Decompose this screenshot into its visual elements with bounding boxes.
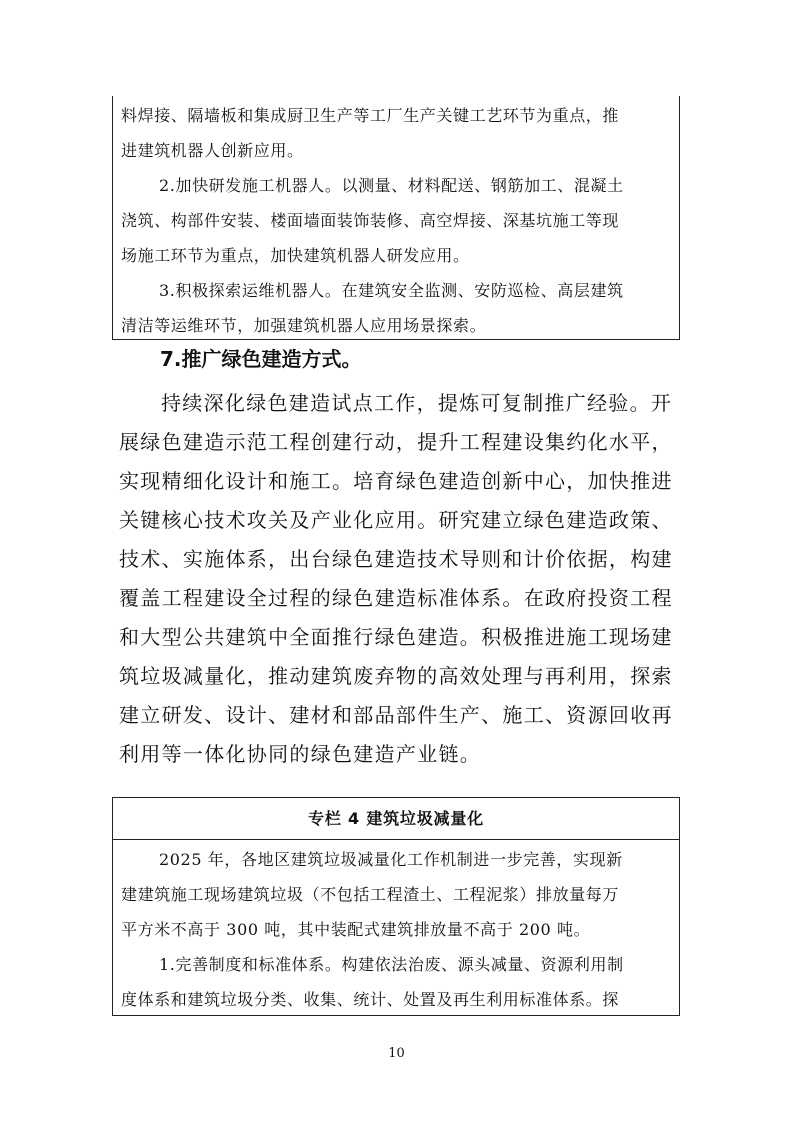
paragraph-line: 和大型公共建筑中全面推行绿色建造。积极推进施工现场建 [119, 625, 673, 649]
box-text-line: 浇筑、构部件安装、楼面墙面装饰装修、高空焊接、深基坑施工等现 [121, 211, 620, 230]
paragraph-line: 利用等一体化协同的绿色建造产业链。 [119, 742, 482, 766]
box-text-line: 建建筑施工现场建筑垃圾（不包括工程渣土、工程泥浆）排放量每万 [121, 885, 620, 904]
box-text-line: 进建筑机器人创新应用。 [121, 141, 304, 160]
paragraph-line: 建立研发、设计、建材和部品部件生产、施工、资源回收再 [119, 703, 673, 727]
box-text-line: 料焊接、隔墙板和集成厨卫生产等工厂生产关键工艺环节为重点，推 [121, 106, 620, 125]
box-text-line: 度体系和建筑垃圾分类、收集、统计、处置及再生利用标准体系。探 [121, 990, 620, 1009]
paragraph-line: 展绿色建造示范工程创建行动，提升工程建设集约化水平， [119, 430, 673, 454]
box-text-line: 3.积极探索运维机器人。在建筑安全监测、安防巡检、高层建筑 [159, 281, 624, 300]
page-number: 10 [388, 1046, 405, 1061]
paragraph-line: 实现精细化设计和施工。培育绿色建造创新中心，加快推进 [119, 469, 673, 493]
paragraph-line: 关键核心技术攻关及产业化应用。研究建立绿色建造政策、 [119, 508, 673, 532]
paragraph-line: 筑垃圾减量化，推动建筑废弃物的高效处理与再利用，探索 [119, 664, 673, 688]
box-text-line: 清洁等运维环节，加强建筑机器人应用场景探索。 [121, 316, 487, 335]
box-text-line: 平方米不高于 300 吨，其中装配式建筑排放量不高于 200 吨。 [121, 920, 591, 939]
section-heading: 7.推广绿色建造方式。 [160, 347, 362, 371]
paragraph-line: 技术、实施体系，出台绿色建造技术导则和计价依据，构建 [119, 547, 673, 571]
column-box-title: 专栏 4 建筑垃圾减量化 [113, 798, 679, 840]
box-text-line: 1.完善制度和标准体系。构建依法治废、源头减量、资源利用制 [159, 955, 624, 974]
paragraph-line: 持续深化绿色建造试点工作，提炼可复制推广经验。开 [161, 391, 673, 415]
paragraph-line: 覆盖工程建设全过程的绿色建造标准体系。在政府投资工程 [119, 586, 673, 610]
column-box-continued [112, 96, 680, 340]
box-text-line: 场施工环节为重点，加快建筑机器人研发应用。 [121, 246, 470, 265]
column-box [112, 797, 680, 1016]
box-text-line: 2025 年，各地区建筑垃圾减量化工作机制进一步完善，实现新 [159, 850, 623, 869]
box-text-line: 2.加快研发施工机器人。以测量、材料配送、钢筋加工、混凝土 [159, 176, 624, 195]
